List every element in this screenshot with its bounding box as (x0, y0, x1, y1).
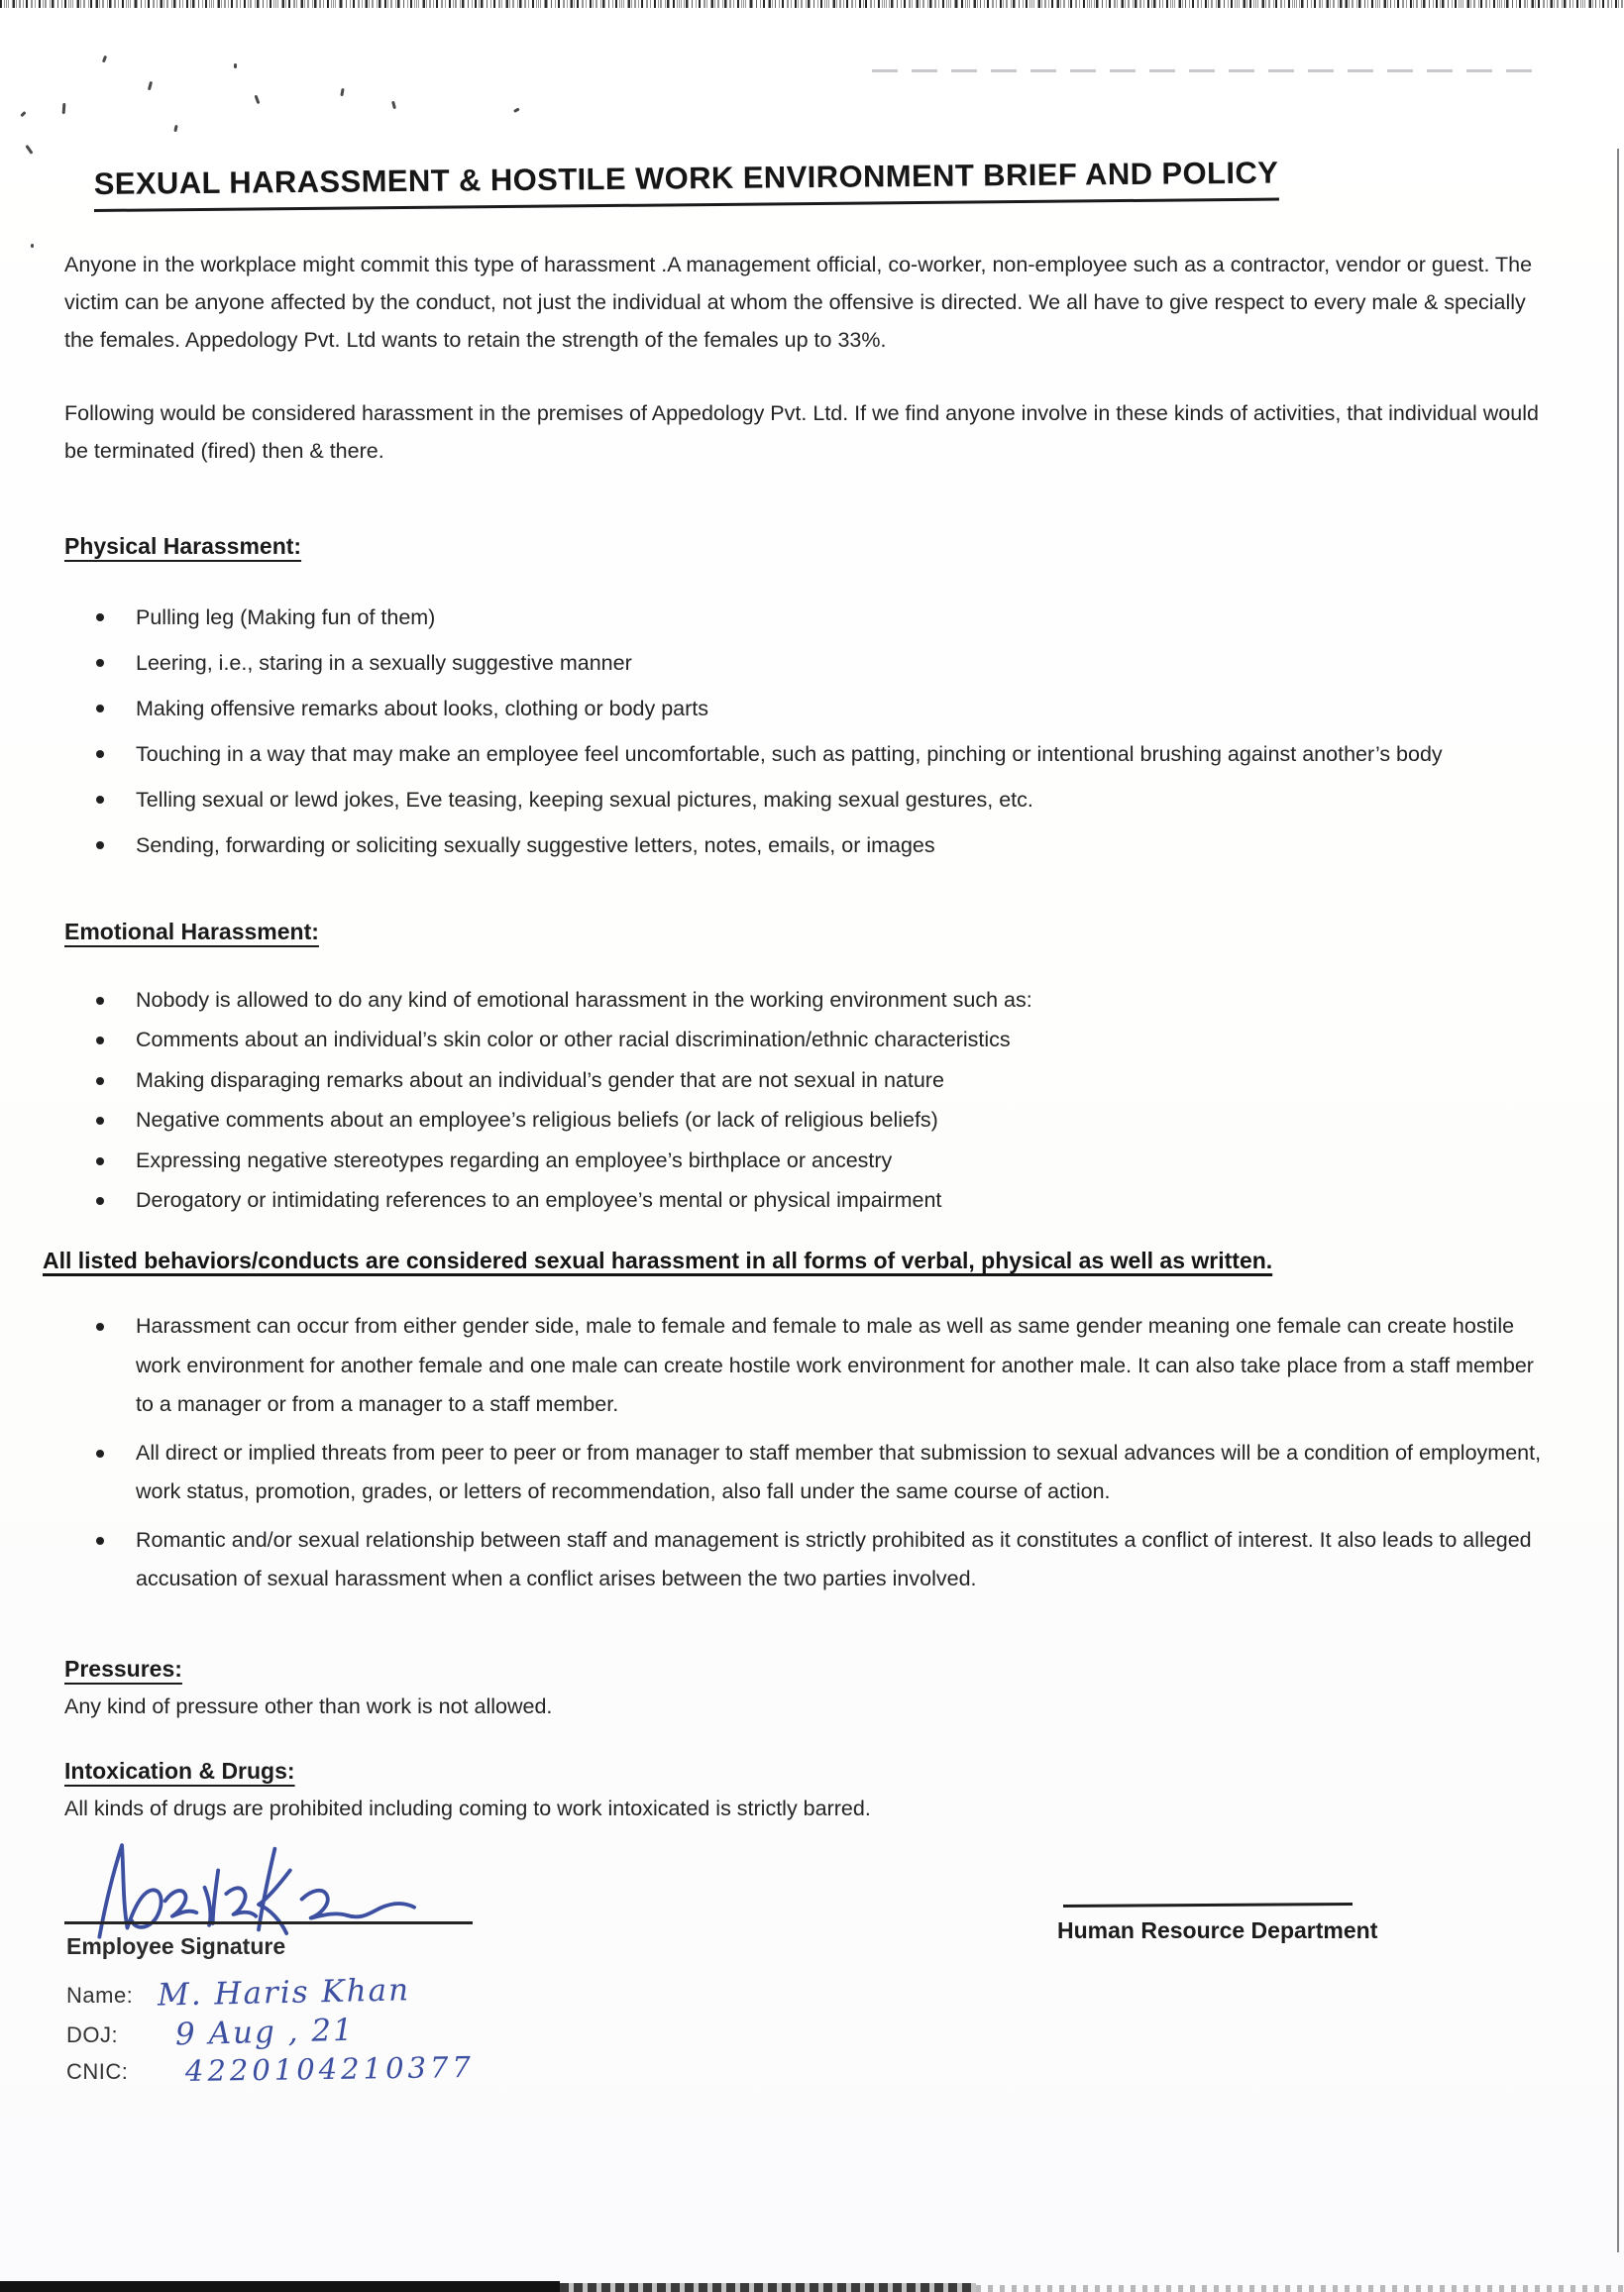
document-body (43, 0, 1559, 2237)
doj-handwritten-value: 9 Aug , 21 (174, 2012, 356, 2052)
employee-signature-label: Employee Signature (66, 1932, 286, 1959)
list-item: Pulling leg (Making fun of them) (64, 600, 1559, 636)
scan-bottom-band (0, 2281, 560, 2292)
list-item: Making disparaging remarks about an individual’s gender that are not sexual in nature (64, 1063, 1559, 1097)
behaviors-list (64, 1307, 1553, 1599)
signature-footer (64, 1840, 1559, 2237)
employee-signature-line (64, 1921, 473, 1924)
scan-page-edge-line (1617, 149, 1619, 2252)
cnic-label: CNIC: (66, 2058, 129, 2084)
list-item: All direct or implied threats from peer to peer or from manager to staff member that submission to sexual advances will be a condition of employment, work status, promotion, grades, or letters of recommendation, also fall under the same course of action. (64, 1434, 1553, 1512)
list-item: Derogatory or intimidating references to an employee’s mental or physical impairment (64, 1183, 1559, 1217)
list-item: Touching in a way that may make an employee feel uncomfortable, such as patting, pinching or intentional brushing against another’s body (64, 736, 1559, 773)
scan-bottom-band-dashed (560, 2283, 976, 2292)
name-label: Name: (66, 1982, 134, 2008)
all-behaviors-statement: All listed behaviors/conducts are considered sexual harassment in all forms of verbal, physical as well as written. (43, 1248, 1273, 1273)
name-handwritten-value: M. Haris Khan (157, 1971, 411, 2014)
emotional-harassment-heading: Emotional Harassment: (64, 918, 319, 944)
emotional-harassment-list (64, 983, 1559, 1218)
scan-speck (25, 145, 33, 155)
physical-harassment-list (64, 600, 1559, 864)
cnic-row (66, 2049, 476, 2088)
pressures-body: Any kind of pressure other than work is not allowed. (64, 1693, 553, 1718)
name-row (66, 1971, 411, 2014)
scan-speck (20, 111, 26, 117)
intoxication-heading: Intoxication & Drugs: (64, 1757, 295, 1784)
page-title: SEXUAL HARASSMENT & HOSTILE WORK ENVIRONMENT BRIEF AND POLICY (94, 156, 1279, 212)
list-item: Romantic and/or sexual relationship between staff and management is strictly prohibited as it constitutes a conflict of interest. It also leads to alleged accusation of sexual harassment when a conflict arises between the two parties involved. (64, 1521, 1553, 1599)
hr-department-label: Human Resource Department (1057, 1916, 1378, 1943)
list-item: Telling sexual or lewd jokes, Eve teasing, keeping sexual pictures, making sexual gestures, etc. (64, 782, 1559, 819)
hr-signature-line (1063, 1902, 1353, 1907)
list-item: Sending, forwarding or soliciting sexually suggestive letters, notes, emails, or images (64, 827, 1559, 864)
list-item: Comments about an individual’s skin color or other racial discrimination/ethnic characteristics (64, 1023, 1559, 1056)
list-item: Nobody is allowed to do any kind of emotional harassment in the working environment such as: (64, 983, 1559, 1017)
scan-bottom-band-faint (976, 2285, 1624, 2292)
physical-harassment-heading: Physical Harassment: (64, 532, 302, 559)
intro-paragraph-1: Anyone in the workplace might commit this type of harassment .A management official, co-worker, non-employee such as a contractor, vendor or guest. The victim can be anyone affected by the conduct, not just the individual at whom the offensive is directed. We all have to give respect to every male & specially the females. Appedology Pvt. Ltd wants to retain the strength of the females up to 33%. (64, 253, 1533, 352)
doj-label: DOJ: (66, 2021, 119, 2047)
doj-row (66, 2012, 356, 2052)
cnic-handwritten-value: 4220104210377 (184, 2049, 476, 2088)
list-item: Expressing negative stereotypes regarding an employee’s birthplace or ancestry (64, 1144, 1559, 1177)
list-item: Making offensive remarks about looks, clothing or body parts (64, 691, 1559, 727)
list-item: Negative comments about an employee’s religious beliefs (or lack of religious beliefs) (64, 1103, 1559, 1137)
intoxication-body: All kinds of drugs are prohibited including coming to work intoxicated is strictly barred. (64, 1796, 871, 1820)
list-item: Harassment can occur from either gender side, male to female and female to male as well as same gender meaning one female can create hostile work environment for another female and one male can create hostile work environment for another male. It can also take place from a staff member to a manager or from a manager to a staff member. (64, 1307, 1553, 1425)
list-item: Leering, i.e., staring in a sexually suggestive manner (64, 645, 1559, 682)
intro-paragraph-2: Following would be considered harassment in the premises of Appedology Pvt. Ltd. If we find anyone involve in these kinds of activities, that individual would be terminated (fired) then & there. (64, 401, 1539, 463)
pressures-heading: Pressures: (64, 1655, 182, 1682)
scan-speck (31, 244, 34, 248)
